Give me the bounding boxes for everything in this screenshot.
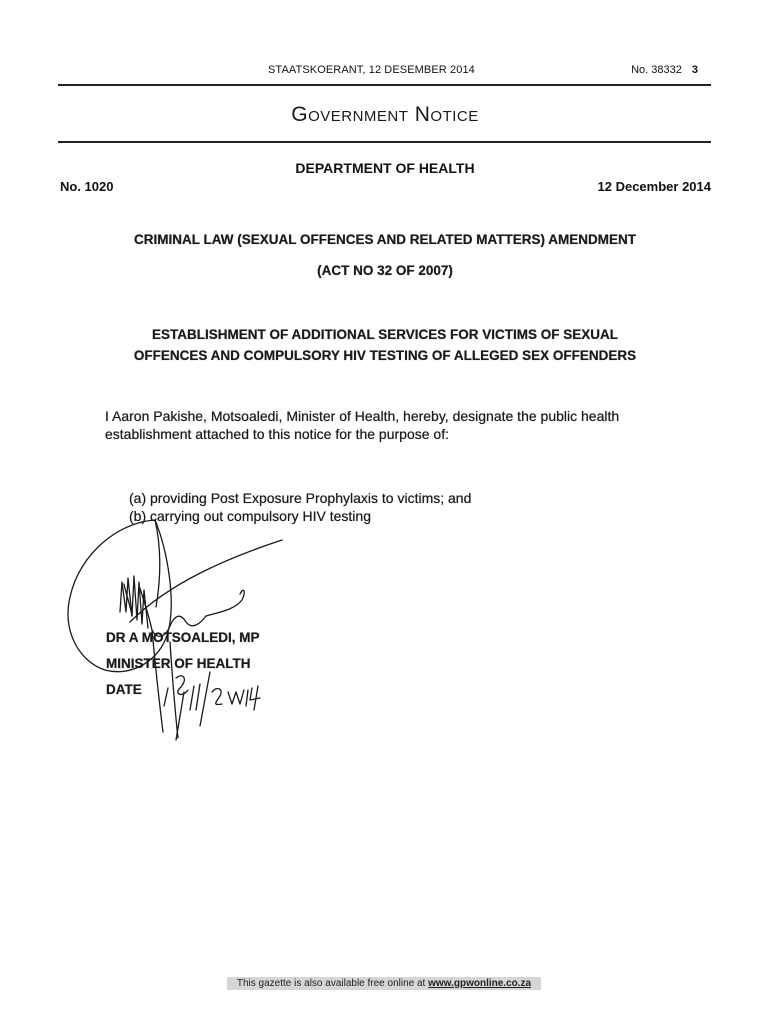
department-name: DEPARTMENT OF HEALTH: [295, 160, 475, 176]
notice-divider: [58, 141, 711, 143]
notice-heading: Government Notice: [291, 103, 479, 126]
footer-text: This gazette is also available free online at: [236, 978, 429, 989]
footer-link[interactable]: www.gpwonline.co.za: [428, 978, 532, 989]
header-divider: [58, 84, 711, 86]
signatory-name: DR A MOTSOALEDI, MP: [106, 630, 260, 645]
establishment-title: [0, 324, 770, 366]
designation-line-1: I Aaron Pakishe, Motsoaledi, Minister of Health, hereby, designate the public health: [105, 408, 620, 424]
purpose-item-b: (b) carrying out compulsory HIV testing: [129, 508, 371, 524]
act-number: (ACT NO 32 OF 2007): [317, 263, 453, 278]
establishment-title-line-1: ESTABLISHMENT OF ADDITIONAL SERVICES FOR VICTIMS OF SEXUAL: [151, 327, 619, 342]
notice-date: 12 December 2014: [597, 179, 711, 194]
purpose-item-a: (a) providing Post Exposure Prophylaxis to victims; and: [129, 490, 472, 506]
designation-paragraph: [105, 407, 685, 443]
footer-banner: [227, 977, 541, 990]
designation-line-2: establishment attached to this notice for the purpose of:: [105, 426, 449, 442]
purpose-list: [129, 489, 471, 525]
notice-number: No. 1020: [60, 179, 114, 194]
signatory-title: MINISTER OF HEALTH: [106, 656, 251, 671]
gazette-number: [631, 64, 698, 76]
signature-date-label: DATE: [106, 682, 142, 697]
page-number: 3: [691, 64, 698, 76]
establishment-title-line-2: OFFENCES AND COMPULSORY HIV TESTING OF ALLEGED SEX OFFENDERS: [133, 348, 637, 363]
gazette-title: STAATSKOERANT, 12 DESEMBER 2014: [268, 64, 475, 76]
act-title: CRIMINAL LAW (SEXUAL OFFENCES AND RELATED MATTERS) AMENDMENT: [134, 232, 636, 247]
gazette-number-text: No. 38332: [631, 64, 682, 76]
